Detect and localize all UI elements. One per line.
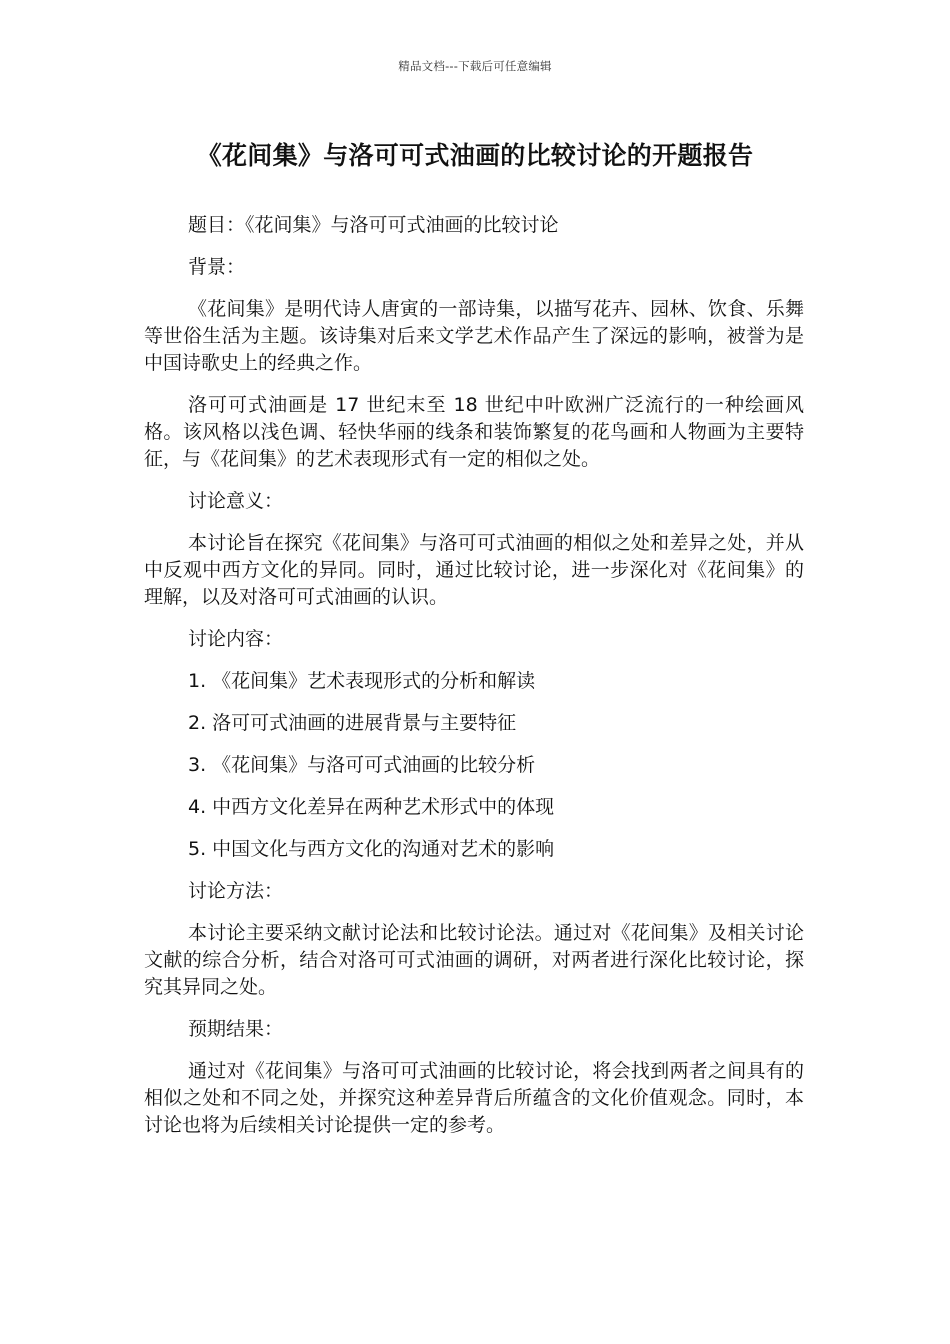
list-item xyxy=(144,836,804,863)
background-paragraph: 《花间集》是明代诗人唐寅的一部诗集，以描写花卉、园林、饮食、乐舞等世俗生活为主题。该诗集对后来文学艺术作品产生了深远的影响，被誉为是中国诗歌史上的经典之作。 xyxy=(144,298,804,374)
list-item xyxy=(144,710,804,737)
list-item-number: 2. xyxy=(188,712,207,734)
section-heading-background: 背景： xyxy=(188,256,246,278)
method-paragraph: 本讨论主要采纳文献讨论法和比较讨论法。通过对《花间集》及相关讨论文献的综合分析，结合对洛可可式油画的调研，对两者进行深化比较讨论，探究其异同之处。 xyxy=(144,922,804,998)
results-paragraph: 通过对《花间集》与洛可可式油画的比较讨论，将会找到两者之间具有的相似之处和不同之处，并探究这种差异背后所蕴含的文化价值观念。同时，本讨论也将为后续相关讨论提供一定的参考。 xyxy=(144,1060,804,1136)
list-item-text: 洛可可式油画的进展背景与主要特征 xyxy=(212,712,517,734)
section-heading-content: 讨论内容： xyxy=(188,628,284,650)
list-item-number: 3. xyxy=(188,754,207,776)
list-item-number: 5. xyxy=(188,838,207,860)
background-paragraph: 洛可可式油画是 17 世纪末至 18 世纪中叶欧洲广泛流行的一种绘画风格。该风格以浅色调、轻快华丽的线条和装饰繁复的花鸟画和人物画为主要特征，与《花间集》的艺术表现形式有一定的相似之处。 xyxy=(144,394,804,470)
list-item-number: 4. xyxy=(188,796,207,818)
section-heading-method: 讨论方法： xyxy=(188,880,284,902)
list-item xyxy=(144,752,804,779)
significance-paragraph: 本讨论旨在探究《花间集》与洛可可式油画的相似之处和差异之处，并从中反观中西方文化的异同。同时，通过比较讨论，进一步深化对《花间集》的理解，以及对洛可可式油画的认识。 xyxy=(144,532,804,608)
topic-line: 题目：《花间集》与洛可可式油画的比较讨论 xyxy=(188,214,559,236)
section-heading-results: 预期结果： xyxy=(188,1018,284,1040)
list-item xyxy=(144,794,804,821)
list-item-text: 《花间集》艺术表现形式的分析和解读 xyxy=(212,670,536,692)
list-item-text: 中西方文化差异在两种艺术形式中的体现 xyxy=(212,796,555,818)
list-item-text: 中国文化与西方文化的沟通对艺术的影响 xyxy=(212,838,555,860)
list-item xyxy=(144,668,804,695)
list-item-text: 《花间集》与洛可可式油画的比较分析 xyxy=(212,754,536,776)
list-item-number: 1. xyxy=(188,670,207,692)
header-note: 精品文档---下载后可任意编辑 xyxy=(398,59,552,73)
section-heading-significance: 讨论意义： xyxy=(188,490,284,512)
document-title: 《花间集》与洛可可式油画的比较讨论的开题报告 xyxy=(196,141,754,170)
document-body xyxy=(144,212,804,1154)
